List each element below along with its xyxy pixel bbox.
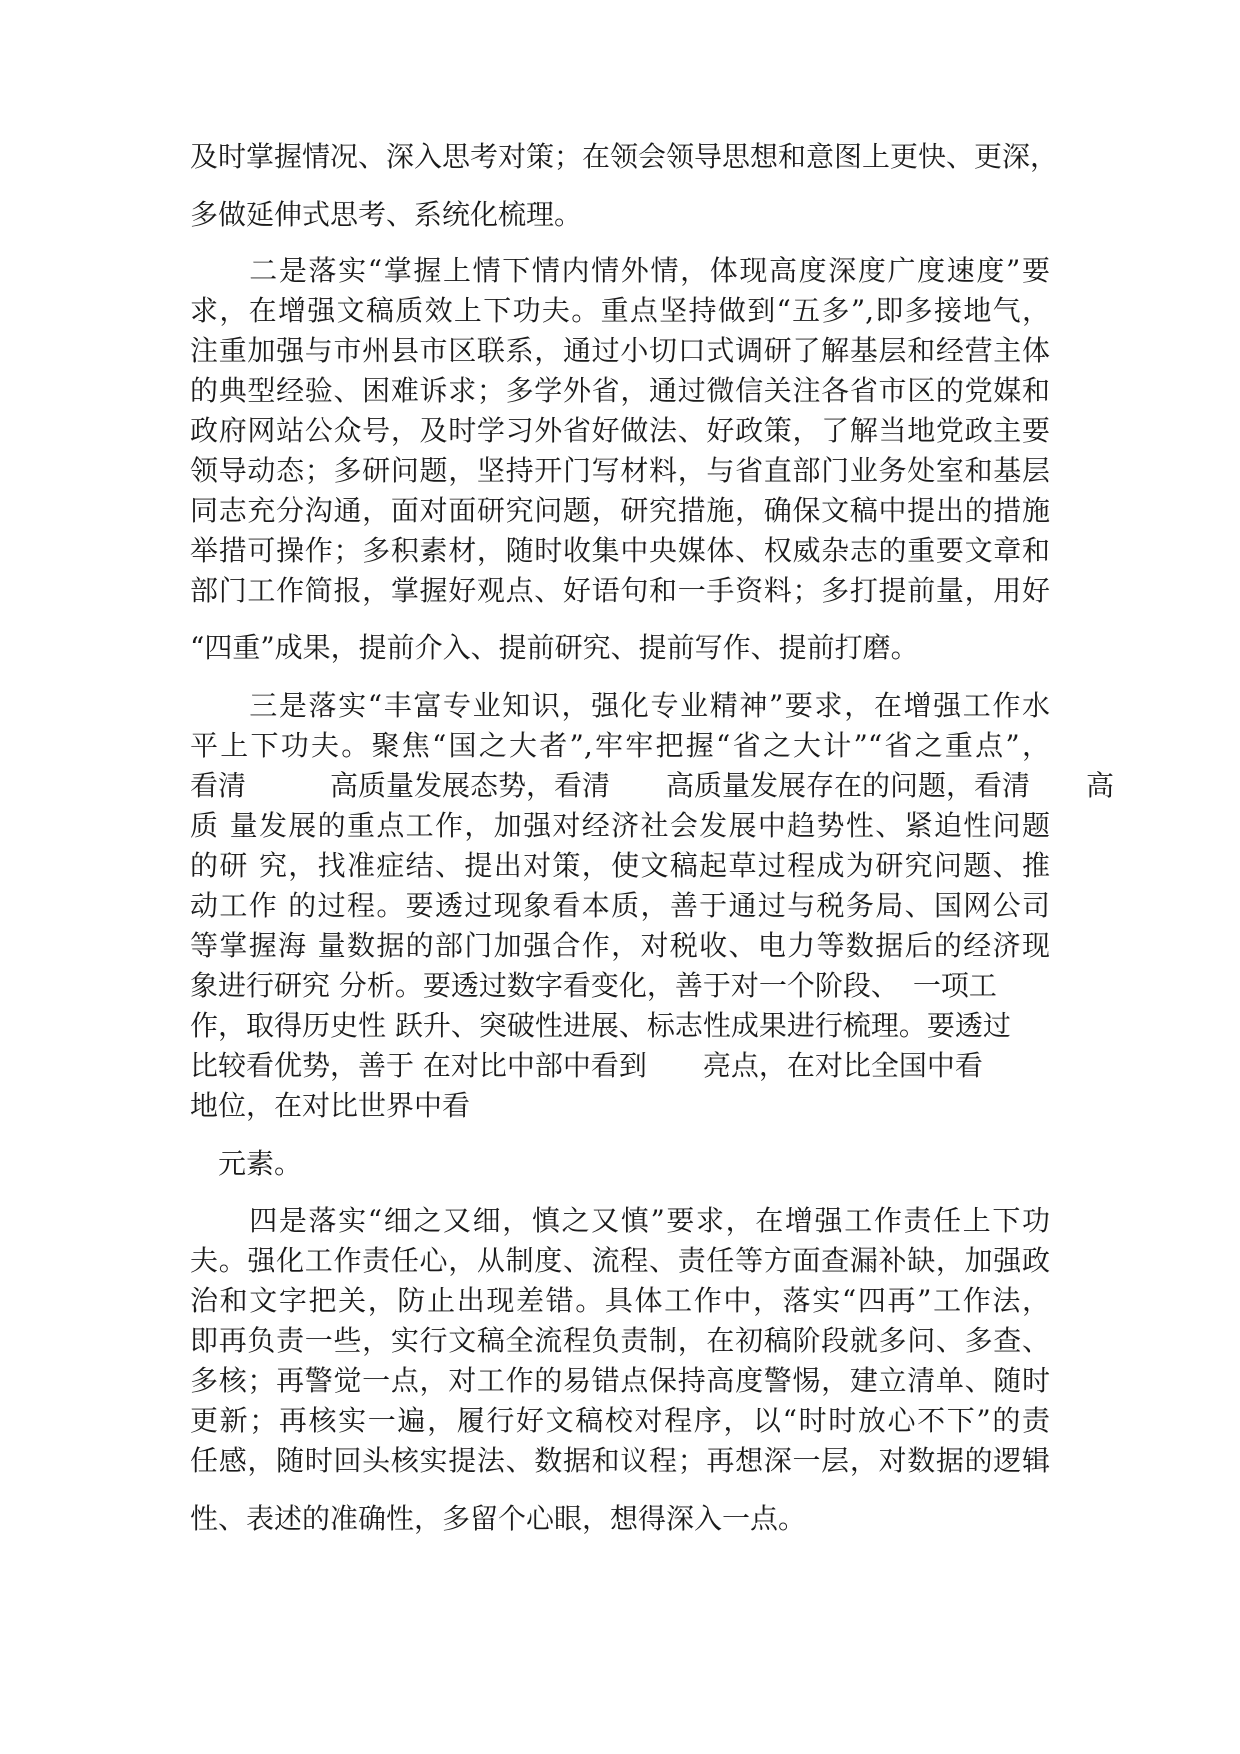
text-line: 同志充分沟通，面对面研究问题，研究措施，确保文稿中提出的措施 — [190, 494, 1050, 527]
text-line: 象进行研究 分析。要透过数字看变化，善于对一个阶段、 一项工 — [190, 969, 997, 1002]
text-line: 治和文字把关，防止出现差错。具体工作中，落实“四再”工作法， — [190, 1284, 1050, 1317]
text-line: 多做延伸式思考、系统化梳理。 — [190, 198, 583, 231]
text-line: 地位，在对比世界中看 — [190, 1089, 471, 1122]
text-line: 的典型经验、困难诉求；多学外省，通过微信关注各省市区的党媒和 — [190, 374, 1050, 407]
text-line: 三是落实“丰富专业知识，强化专业精神”要求，在增强工作水 — [190, 689, 1050, 722]
text-line: 作，取得历史性 跃升、突破性进展、标志性成果进行梳理。要透过 — [190, 1009, 1011, 1042]
text-line: 举措可操作；多积素材，随时收集中央媒体、权威杂志的重要文章和 — [190, 534, 1050, 567]
text-line: 动工作 的过程。要透过现象看本质，善于通过与税务局、国网公司 — [190, 889, 1050, 922]
text-line: 的研 究，找准症结、提出对策，使文稿起草过程成为研究问题、推 — [190, 849, 1050, 882]
text-line: 领导动态；多研问题，坚持开门写材料，与省直部门业务处室和基层 — [190, 454, 1050, 487]
text-line: 平上下功夫。聚焦“国之大者”,牢牢把握“省之大计”“省之重点”， — [190, 729, 1050, 762]
text-line: 及时掌握情况、深入思考对策；在领会领导思想和意图上更快、更深， — [190, 140, 1059, 173]
text-line: 部门工作简报，掌握好观点、好语句和一手资料；多打提前量，用好 — [190, 574, 1050, 607]
text-line: 夫。强化工作责任心，从制度、流程、责任等方面查漏补缺，加强政 — [190, 1244, 1050, 1277]
text-line: 任感，随时回头核实提法、数据和议程；再想深一层，对数据的逻辑 — [190, 1444, 1050, 1477]
text-line: 性、表述的准确性，多留个心眼，想得深入一点。 — [190, 1502, 807, 1535]
text-line: 二是落实“掌握上情下情内情外情，体现高度深度广度速度”要 — [190, 254, 1050, 287]
text-line: 看清 高质量发展态势，看清 高质量发展存在的问题，看清 高 — [190, 769, 1115, 802]
text-line: 政府网站公众号，及时学习外省好做法、好政策，了解当地党政主要 — [190, 414, 1050, 447]
text-line: 更新；再核实一遍，履行好文稿校对程序，以“时时放心不下”的责 — [190, 1404, 1050, 1437]
text-line: 等掌握海 量数据的部门加强合作，对税收、电力等数据后的经济现 — [190, 929, 1050, 962]
text-line: 元素。 — [190, 1147, 303, 1180]
text-line: 质 量发展的重点工作，加强对经济社会发展中趋势性、紧迫性问题 — [190, 809, 1050, 842]
text-line: 求，在增强文稿质效上下功夫。重点坚持做到“五多”,即多接地气， — [190, 294, 1050, 327]
text-line: 注重加强与市州县市区联系，通过小切口式调研了解基层和经营主体 — [190, 334, 1050, 367]
text-line: 即再负责一些，实行文稿全流程负责制，在初稿阶段就多问、多查、 — [190, 1324, 1050, 1357]
text-line: 四是落实“细之又细，慎之又慎”要求，在增强工作责任上下功 — [190, 1204, 1050, 1237]
text-line: 多核；再警觉一点，对工作的易错点保持高度警惕，建立清单、随时 — [190, 1364, 1050, 1397]
text-line: 比较看优势，善于 在对比中部中看到 亮点，在对比全国中看 — [190, 1049, 983, 1082]
text-line: “四重”成果，提前介入、提前研究、提前写作、提前打磨。 — [190, 631, 919, 664]
